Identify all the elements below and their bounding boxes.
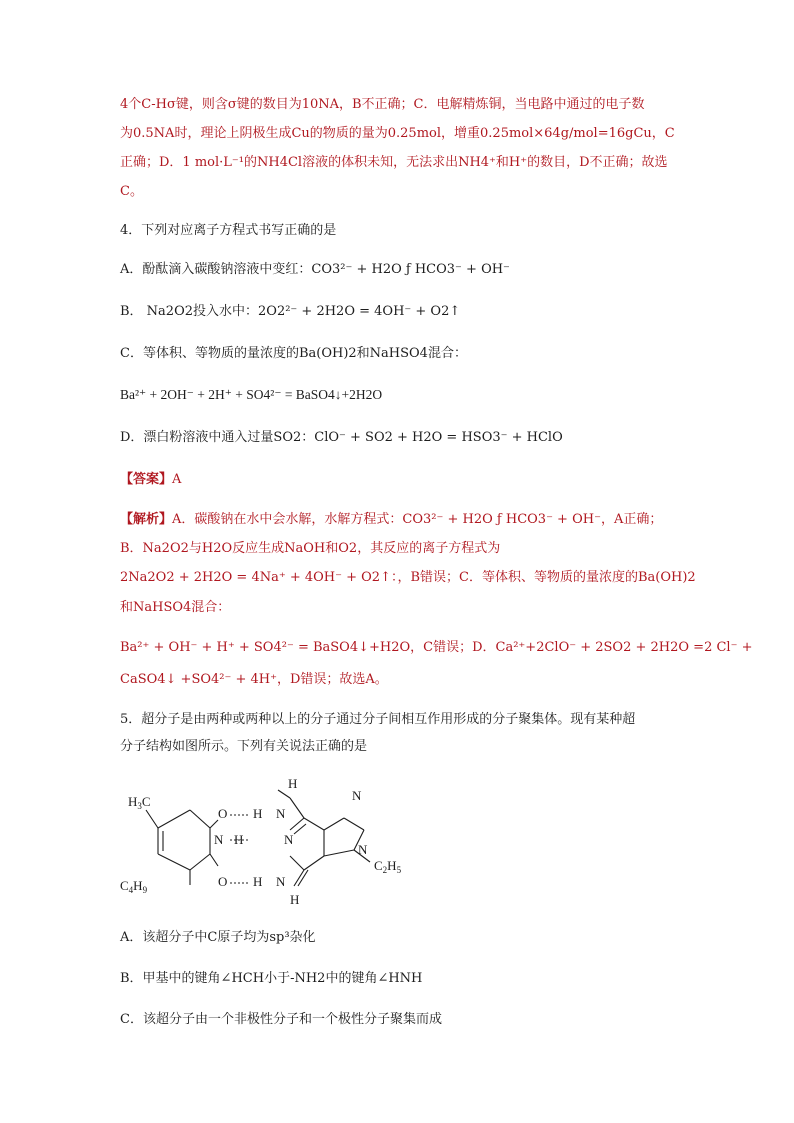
label-o-top: O <box>218 806 228 821</box>
label-h3c: $H_3C$ <box>128 794 151 811</box>
answer-line <box>120 470 181 490</box>
label-h-top: H <box>253 806 263 821</box>
label-n-mid-left: N <box>214 832 224 847</box>
answer-value: A <box>172 472 182 487</box>
question-4-option-b: B． Na2O2投入水中：2O2²⁻ + 2H2O = 4OH⁻ + O2↑ <box>120 304 461 319</box>
question-4-option-a: A．酚酞滴入碳酸钠溶液中变红：CO3²⁻ + H2O ƒ HCO3⁻ + OH⁻ <box>120 262 510 277</box>
structure-bonds <box>146 790 370 886</box>
label-n-mid-right: N <box>284 832 294 847</box>
question-5-option-a: A．该超分子中C原子均为sp³杂化 <box>120 930 316 945</box>
supramolecule-structure-diagram <box>118 770 438 920</box>
label-c4h9: $C_4H_9$ <box>120 878 148 895</box>
question-4-option-c-equation: Ba²⁺ + 2OH⁻ + 2H⁺ + SO4²⁻ = BaSO4↓+2H2O <box>120 387 383 402</box>
label-h-bottom: H <box>253 874 263 889</box>
explanation-line-4: C。 <box>120 184 143 199</box>
question-5-stem-1: 5．超分子是由两种或两种以上的分子通过分子间相互作用形成的分子聚集体。现有某种超 <box>120 712 636 727</box>
label-n-imidazole-top: N <box>352 788 362 803</box>
label-h-mid: H <box>234 832 244 847</box>
label-n-bottom: N <box>276 874 286 889</box>
hydrogen-bonds <box>230 815 250 883</box>
analysis-tag: 【解析】 <box>120 512 173 527</box>
question-5-option-b: B．甲基中的键角∠HCH小于-NH2中的键角∠HNH <box>120 971 423 986</box>
question-4-option-c: C．等体积、等物质的量浓度的Ba(OH)2和NaHSO4混合： <box>120 346 467 361</box>
label-n-imidazole: N <box>358 842 368 857</box>
question-4-option-d: D．漂白粉溶液中通入过量SO2：ClO⁻ + SO2 + H2O = HSO3⁻ + HClO <box>120 430 563 445</box>
analysis-line-3: 2Na2O2 + 2H2O = 4Na⁺ + 4OH⁻ + O2↑：，B错误；C．等体积、等物质的量浓度的Ba(OH)2 <box>120 570 696 585</box>
label-h-bottom-nh: H <box>290 892 300 907</box>
label-o-bottom: O <box>218 874 228 889</box>
explanation-line-3: 正确；D．1 mol·L⁻¹的NH4Cl溶液的体积未知，无法求出NH4⁺和H⁺的数目，D不正确；故选 <box>120 155 668 170</box>
label-c2h5: $C_2H_5$ <box>374 858 402 875</box>
question-4-stem: 4．下列对应离子方程式书写正确的是 <box>120 223 337 238</box>
analysis-line-2: B．Na2O2与H2O反应生成NaOH和O2，其反应的离子方程式为 <box>120 541 501 556</box>
question-5-stem-2: 分子结构如图所示。下列有关说法正确的是 <box>120 739 368 754</box>
analysis-line-4: 和NaHSO4混合： <box>120 600 231 615</box>
question-5-option-c: C．该超分子由一个非极性分子和一个极性分子聚集而成 <box>120 1012 442 1027</box>
explanation-line-1: 4个C-Hσ键，则含σ键的数目为10NA，B不正确；C．电解精炼铜，当电路中通过的电子数 <box>120 97 645 112</box>
analysis-line-6: CaSO4↓ +SO4²⁻ + 4H⁺，D错误；故选A。 <box>120 672 388 687</box>
analysis-line-1 <box>120 510 662 530</box>
label-h-top-nh: H <box>288 776 298 791</box>
explanation-line-2: 为0.5NA时，理论上阴极生成Cu的物质的量为0.25mol，增重0.25mol×64g/mol=16gCu，C <box>120 126 675 141</box>
analysis-line-5: Ba²⁺ + OH⁻ + H⁺ + SO4²⁻ = BaSO4↓+H2O，C错误；D．Ca²⁺+2ClO⁻ + 2SO2 + 2H2O =2 Cl⁻ + <box>120 640 753 655</box>
label-n-top: N <box>276 806 286 821</box>
answer-tag: 【答案】 <box>120 472 173 487</box>
analysis-text-1: A．碳酸钠在水中会水解，水解方程式：CO3²⁻ + H2O ƒ HCO3⁻ + OH⁻，A正确； <box>172 512 663 527</box>
